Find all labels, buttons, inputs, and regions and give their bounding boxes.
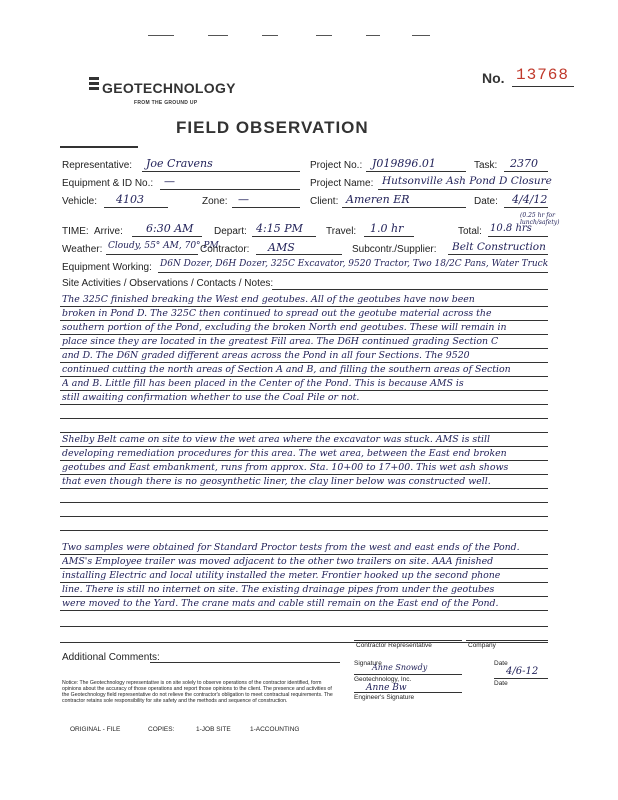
contractor-line <box>256 254 342 255</box>
arrive-value: 6:30 AM <box>146 222 194 235</box>
weather-value: Cloudy, 55° AM, 70° PM <box>108 241 219 251</box>
logo-mark-icon <box>88 76 100 92</box>
date-value: 4/4/12 <box>512 193 548 206</box>
engineer-sig-label: Engineer's Signature <box>354 694 415 701</box>
ruled-line <box>60 362 548 363</box>
project-no-value: J019896.01 <box>372 157 436 170</box>
note-line: Shelby Belt came on site to view the wet area where the excavator was stuck. AMS is still <box>62 435 491 445</box>
contractor-rep-line <box>354 640 462 641</box>
additional-comments-line <box>150 662 340 663</box>
geotech-label: Geotechnology, Inc. <box>354 676 412 683</box>
depart-label: Depart: <box>214 226 247 237</box>
equipment-value: — <box>164 175 175 188</box>
scan-mark <box>316 35 332 36</box>
ruled-line <box>60 446 548 447</box>
ruled-line <box>60 530 548 531</box>
form-title: FIELD OBSERVATION <box>176 118 369 137</box>
ruled-line <box>60 390 548 391</box>
note-line: were moved to the Yard. The crane mats and cable still remain on the East end of the Pond. <box>62 599 499 609</box>
ruled-line <box>60 376 548 377</box>
travel-label: Travel: <box>326 226 357 237</box>
scan-mark <box>208 35 228 36</box>
representative-label: Representative: <box>62 160 133 171</box>
ruled-line <box>60 626 548 627</box>
travel-value: 1.0 hr <box>370 222 404 235</box>
depart-value: 4:15 PM <box>256 222 303 235</box>
note-line: installing Electric and local utility installed the meter. Frontier hooked up the second phone <box>62 571 501 581</box>
project-name-label: Project Name: <box>310 178 374 189</box>
note-line: continued cutting the north areas of Section A and B, and filling the southern areas of Section <box>62 365 511 375</box>
engineer-signature: Anne Bw <box>366 683 407 693</box>
total-value: 10.8 hrs <box>490 223 532 234</box>
distribution-accounting: 1-ACCOUNTING <box>250 726 300 733</box>
ruled-line <box>60 348 548 349</box>
weather-label: Weather: <box>62 244 103 255</box>
note-line: that even though there is no geosynthetic liner, the clay liner below was constructed well. <box>62 477 491 487</box>
form-number-value: 13768 <box>516 66 570 84</box>
company-label: Company <box>468 642 496 649</box>
vehicle-line <box>104 207 168 208</box>
project-name-line <box>378 189 548 190</box>
total-line <box>488 236 548 237</box>
subcontr-line <box>448 254 548 255</box>
zone-value: — <box>238 193 249 206</box>
contractor-label: Contractor: <box>200 244 250 255</box>
distribution-job-site: 1-JOB SITE <box>196 726 231 733</box>
client-value: Ameren ER <box>346 193 410 206</box>
geotech-date-line <box>494 678 548 679</box>
ruled-line <box>60 554 548 555</box>
ruled-line <box>60 502 548 503</box>
ruled-line <box>60 488 548 489</box>
arrive-label: Arrive: <box>94 226 123 237</box>
scan-mark <box>148 35 174 36</box>
project-no-label: Project No.: <box>310 160 363 171</box>
equip-working-label: Equipment Working: <box>62 262 152 273</box>
note-line: geotubes and East embankment, runs from approx. Sta. 10+00 to 17+00. This wet ash shows <box>62 463 509 473</box>
signature-line <box>354 674 462 675</box>
note-line: broken in Pond D. The 325C then continued to spread out the geotube material across the <box>62 309 492 319</box>
equipment-line <box>160 189 300 190</box>
ruled-line <box>60 418 548 419</box>
notice-text: Notice: The Geotechnology representative is on site solely to observe operations of the contractor identified, form opinions about the accuracy of those operations and report those opinions to the client. The presence and activities of the Geotechnology field representative do not relieve the contractor's obligation to meet contractual requirements. The contractor retains sole responsibility for site safety and the methods and sequence of construction. <box>62 680 333 704</box>
equipment-label: Equipment & ID No.: <box>62 178 154 189</box>
representative-line <box>142 171 300 172</box>
form-number-label: No. <box>482 70 505 86</box>
ruled-line <box>60 320 548 321</box>
total-label: Total: <box>458 226 482 237</box>
ruled-line <box>60 596 548 597</box>
contractor-rep-label: Contractor Representative <box>356 642 432 649</box>
ruled-line <box>60 306 548 307</box>
sig-date-value: 4/6-12 <box>506 666 539 677</box>
distribution-original: ORIGINAL - FILE <box>70 726 121 733</box>
engineer-sig-line <box>354 692 462 693</box>
subcontr-value: Belt Construction <box>452 241 546 253</box>
equip-working-value: D6N Dozer, D6H Dozer, 325C Excavator, 9520 Tractor, Two 18/2C Pans, Water Truck <box>160 259 549 269</box>
contractor-value: AMS <box>268 241 295 254</box>
zone-label: Zone: <box>202 196 228 207</box>
note-line: developing remediation procedures for this area. The wet area, between the East end broken <box>62 449 507 459</box>
task-value: 2370 <box>510 157 538 170</box>
title-rule <box>60 146 138 148</box>
vehicle-value: 4103 <box>116 193 144 206</box>
note-line: A and B. Little fill has been placed in the Center of the Pond. This is because AMS is <box>62 379 464 389</box>
total-note: (0.25 hr for lunch/safety) <box>520 212 560 226</box>
note-line: place since they are located in the greatest Fill area. The D6H continued grading Section C <box>62 337 499 347</box>
sig-date-label: Date <box>494 660 508 667</box>
weather-line <box>106 254 198 255</box>
scan-mark <box>366 35 380 36</box>
ruled-line <box>60 516 548 517</box>
date-line <box>504 207 548 208</box>
form-number-underline <box>512 86 574 87</box>
note-line: southern portion of the Pond, excluding the broken North end geotubes. These will remain in <box>62 323 507 333</box>
additional-comments-label: Additional Comments: <box>62 652 160 663</box>
company-line <box>466 640 548 641</box>
ruled-line <box>60 582 548 583</box>
note-line: The 325C finished breaking the West end geotubes. All of the geotubes have now been <box>62 295 475 305</box>
signature-label: Signature <box>354 660 382 667</box>
note-line: still awaiting confirmation whether to use the Coal Pile or not. <box>62 393 360 403</box>
ruled-line <box>60 474 548 475</box>
date-label: Date: <box>474 196 498 207</box>
task-label: Task: <box>474 160 498 171</box>
signature-value: Anne Snowdy <box>372 663 428 672</box>
equip-working-line <box>158 272 548 273</box>
travel-line <box>364 236 414 237</box>
ruled-line <box>60 404 548 405</box>
vehicle-label: Vehicle: <box>62 196 98 207</box>
depart-line <box>252 236 316 237</box>
geotech-date-label: Date <box>494 680 508 687</box>
subcontr-label: Subcontr./Supplier: <box>352 244 437 255</box>
company-logo <box>88 76 248 110</box>
scan-mark <box>262 35 278 36</box>
note-line: AMS's Employee trailer was moved adjacent to the other two trailers on site. AAA finished <box>62 557 494 567</box>
scan-mark <box>412 35 430 36</box>
note-line: and D. The D6N graded different areas across the Pond in all four Sections. The 9520 <box>62 351 470 361</box>
client-line <box>342 207 466 208</box>
logo-name: GEOTECHNOLOGY <box>102 80 236 96</box>
ruled-line <box>60 460 548 461</box>
representative-value: Joe Cravens <box>146 157 213 170</box>
note-line: Two samples were obtained for Standard Proctor tests from the west and east ends of the Pond. <box>62 543 520 553</box>
site-activities-label: Site Activities / Observations / Contacts / Notes: <box>62 278 274 289</box>
project-name-value: Hutsonville Ash Pond D Closure <box>382 175 552 187</box>
arrive-line <box>132 236 202 237</box>
ruled-line <box>60 610 548 611</box>
ruled-line <box>60 334 548 335</box>
ruled-line <box>60 432 548 433</box>
ruled-line <box>60 568 548 569</box>
zone-line <box>232 207 300 208</box>
task-line <box>504 171 548 172</box>
project-no-line <box>366 171 466 172</box>
note-line: line. There is still no internet on site. The existing drainage pipes from under the geotubes <box>62 585 495 595</box>
distribution-copies: COPIES: <box>148 726 175 733</box>
logo-tagline: FROM THE GROUND UP <box>134 100 198 106</box>
client-label: Client: <box>310 196 339 207</box>
site-activities-line <box>272 289 548 290</box>
time-label: TIME: <box>62 226 89 237</box>
